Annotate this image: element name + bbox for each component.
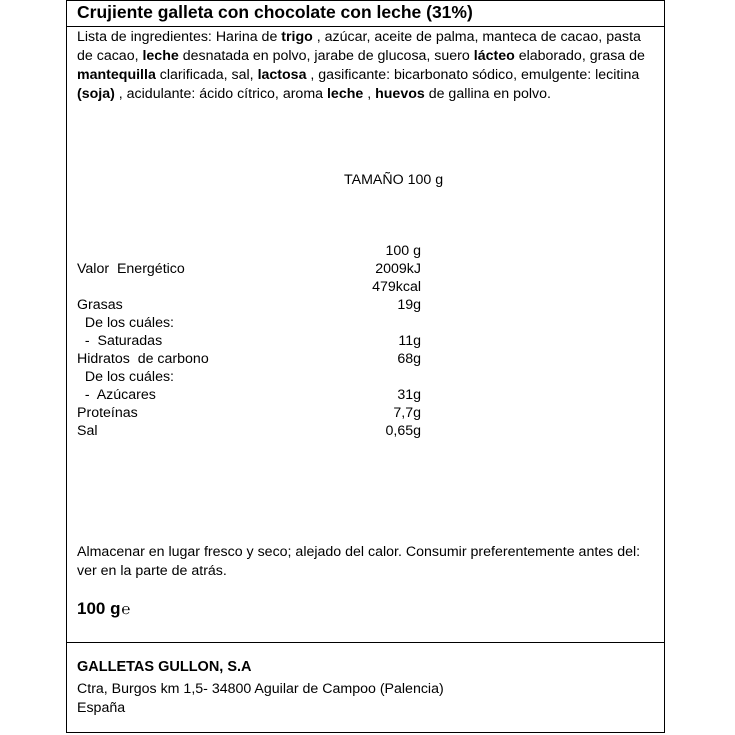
ingredient-text: elaborado, grasa de — [514, 48, 645, 64]
nutrient-name: Proteínas — [77, 405, 138, 421]
nutrition-row — [77, 368, 477, 386]
nutrient-value: 19g — [397, 297, 421, 313]
ingredient-text: , — [363, 86, 376, 102]
nutrition-row — [77, 314, 477, 332]
company-address — [77, 680, 444, 718]
allergen: leche — [326, 86, 364, 102]
nutrition-row — [77, 296, 477, 314]
storage-instructions: Almacenar en lugar fresco y seco; alejado del calor. Consumir preferentemente antes del: ver en la parte de atrás. — [77, 544, 641, 579]
company-divider — [66, 642, 665, 643]
nutrient-name: Hidratos de carbono — [77, 351, 209, 367]
allergen: (soja) — [77, 86, 115, 102]
nutrition-row — [77, 404, 477, 422]
company-name: GALLETAS GULLON, S.A — [77, 659, 252, 675]
ingredient-text: de gallina en polvo. — [424, 86, 551, 102]
nutrient-value: 31g — [397, 387, 421, 403]
nutrient-value: 479kcal — [372, 279, 421, 295]
allergen: leche — [142, 48, 179, 64]
nutrient-name: Valor Energético — [77, 261, 185, 277]
serving-size-label: TAMAÑO 100 g — [344, 172, 444, 188]
nutrient-name: De los cuáles: — [77, 315, 174, 331]
nutrient-value: 0,65g — [385, 423, 421, 439]
ingredient-text: , gasificante: bicarbonato sódico, emulgente: lecitina — [306, 67, 640, 83]
nutrient-value: 7,7g — [393, 405, 421, 421]
nutrition-table — [77, 242, 477, 440]
estimated-sign-icon: ℮ — [121, 601, 131, 618]
allergen: lácteo — [473, 48, 515, 64]
allergen: lactosa — [257, 67, 307, 83]
ingredient-text: , acidulante: ácido cítrico, aroma — [114, 86, 327, 102]
nutrition-row — [77, 242, 477, 260]
allergen: trigo — [281, 29, 313, 45]
address-country: España — [77, 700, 126, 716]
address-line: Ctra, Burgos km 1,5- 34800 Aguilar de Campoo (Palencia) — [77, 681, 444, 697]
net-weight — [77, 599, 131, 619]
product-title: Crujiente galleta con chocolate con leche (31%) — [77, 2, 473, 22]
nutrition-row — [77, 422, 477, 440]
ingredient-text: clarificada, sal, — [155, 67, 258, 83]
nutrient-name: - Azúcares — [77, 387, 156, 403]
nutrition-row — [77, 332, 477, 350]
nutrient-name: De los cuáles: — [77, 369, 174, 385]
allergen: huevos — [375, 86, 425, 102]
ingredient-text: Lista de ingredientes: Harina de — [77, 29, 282, 45]
ingredient-text: desnatada en polvo, jarabe de glucosa, suero — [178, 48, 474, 64]
nutrient-value: 100 g — [385, 243, 421, 259]
nutrition-row — [77, 386, 477, 404]
net-weight-value: 100 g — [77, 599, 121, 618]
nutrient-value: 68g — [397, 351, 421, 367]
ingredients-list — [77, 28, 657, 104]
nutrient-name: Sal — [77, 423, 98, 439]
ingredient-text: , azúcar, aceite de palma, manteca de cacao, pasta de cacao, — [77, 29, 641, 64]
nutrient-name: Grasas — [77, 297, 123, 313]
nutrient-name: - Saturadas — [77, 333, 163, 349]
nutrition-row — [77, 260, 477, 278]
title-divider — [66, 26, 665, 27]
allergen: mantequilla — [77, 67, 156, 83]
nutrition-row — [77, 278, 477, 296]
nutrient-value: 2009kJ — [375, 261, 421, 277]
nutrient-value: 11g — [398, 333, 421, 349]
nutrition-row — [77, 350, 477, 368]
